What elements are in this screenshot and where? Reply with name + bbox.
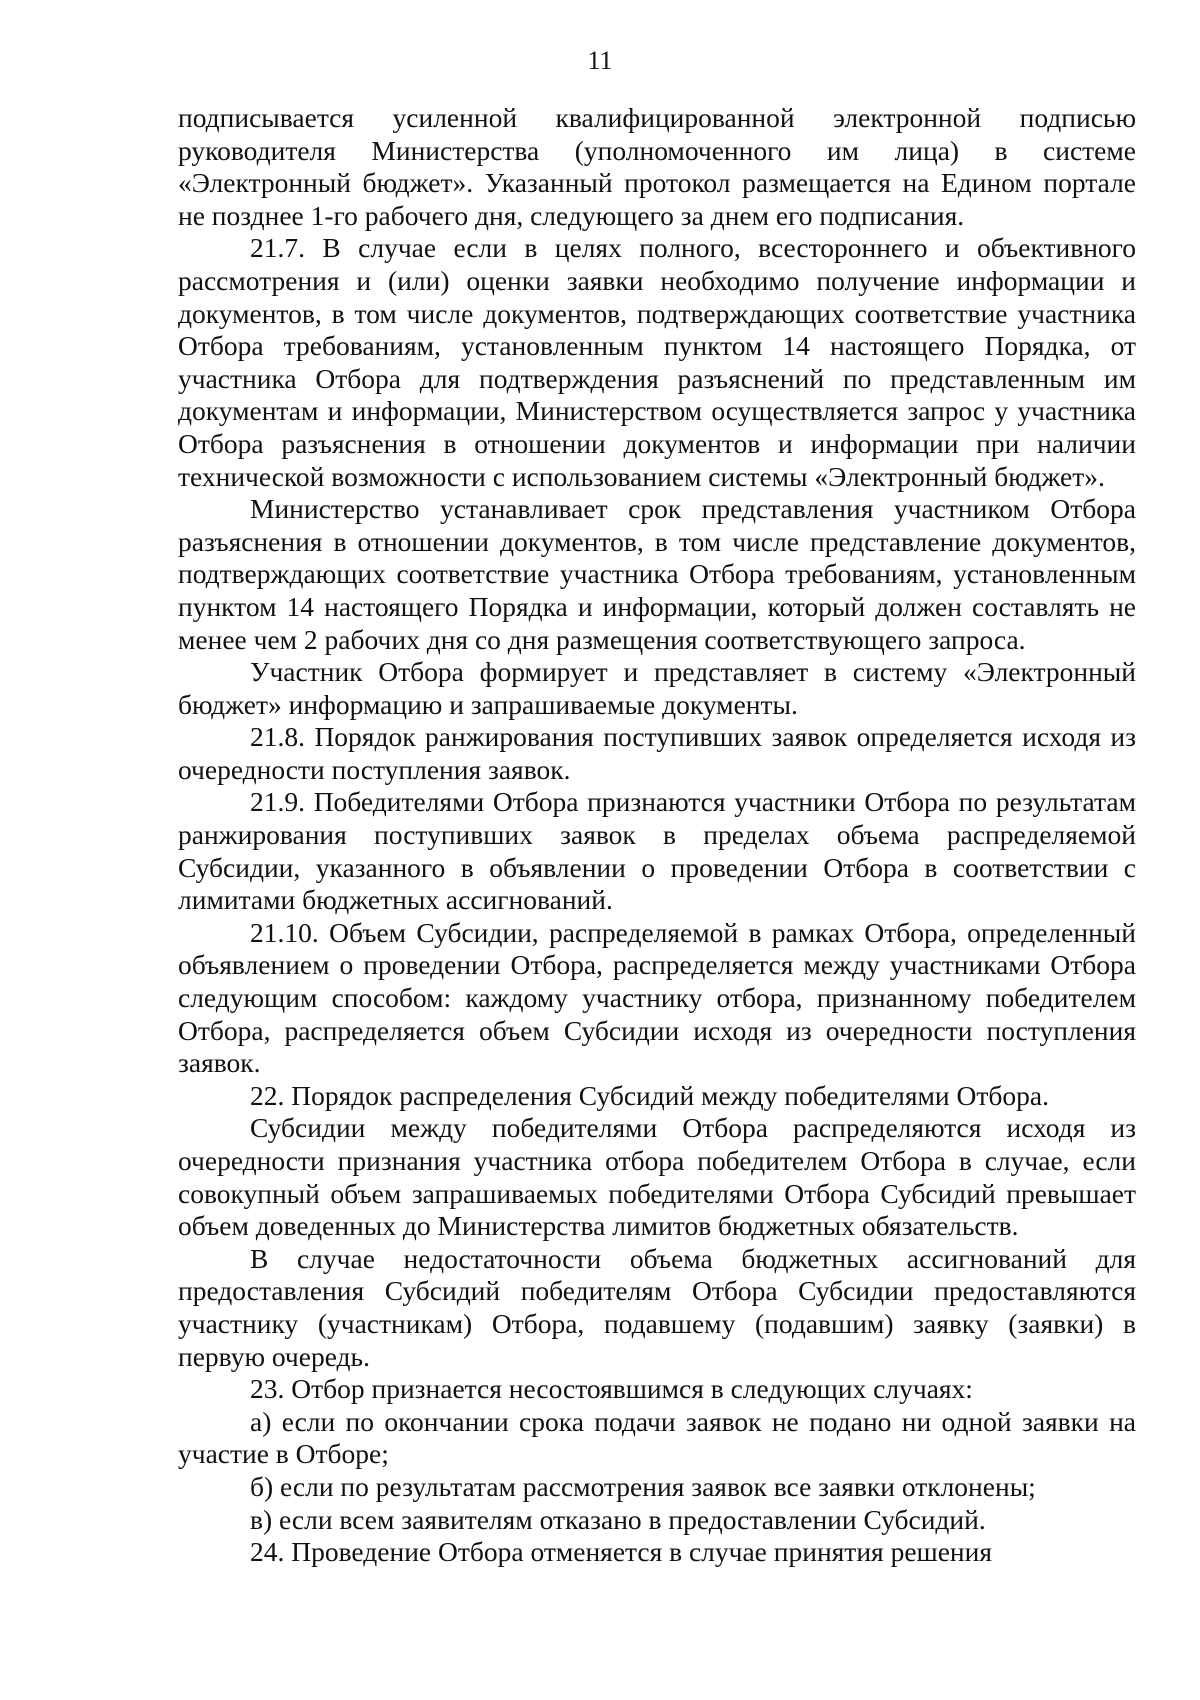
- paragraph-21-7: 21.7. В случае если в целях полного, всестороннего и объективного рассмотрения и (или) оценки заявки необходимо получение информации и документов, в том числе документов, подтверждающих соответствие участника Отбора требованиям, установленным пунктом 14 настоящего Порядка, от участника Отбора для подтверждения разъяснений по представленным им документам и информации, Министерством осуществляется запрос у участника Отбора разъяснения в отношении документов и информации при наличии технической возможности с использованием системы «Электронный бюджет».: [178, 232, 1136, 492]
- paragraph-23-a: а) если по окончании срока подачи заявок не подано ни одной заявки на участие в Отборе;: [178, 1405, 1136, 1470]
- paragraph-21-10: 21.10. Объем Субсидии, распределяемой в рамках Отбора, определенный объявлением о проведении Отбора, распределяется между участниками Отбора следующим способом: каждому участнику отбора, признанному победителем Отбора, распределяется объем Субсидии исходя из очередности поступления заявок.: [178, 916, 1136, 1079]
- paragraph-21-8: 21.8. Порядок ранжирования поступивших заявок определяется исходя из очередности поступления заявок.: [178, 721, 1136, 785]
- paragraph-insufficiency: В случае недостаточности объема бюджетных ассигнований для предоставления Субсидий победителям Отбора Субсидии предоставляются участнику (участникам) Отбора, подавшему (подавшим) заявку (заявки) в первую очередь.: [178, 1242, 1136, 1372]
- document-body: [178, 102, 1136, 1569]
- paragraph-22: 22. Порядок распределения Субсидий между победителями Отбора.: [250, 1079, 1049, 1111]
- page-number: 11: [587, 46, 613, 75]
- paragraph-distribution: Субсидии между победителями Отбора распределяются исходя из очередности признания участника отбора победителем Отбора в случае, если совокупный объем запрашиваемых победителями Отбора Субсидий превышает объем доведенных до Министерства лимитов бюджетных обязательств.: [178, 1112, 1136, 1242]
- paragraph-23-v: в) если всем заявителям отказано в предоставлении Субсидий.: [250, 1503, 986, 1535]
- paragraph-participant-submits: Участник Отбора формирует и представляет в систему «Электронный бюджет» информацию и запрашиваемые документы.: [178, 656, 1136, 720]
- paragraph-24: 24. Проведение Отбора отменяется в случае принятия решения: [250, 1536, 992, 1568]
- paragraph-deadline: Министерство устанавливает срок представления участником Отбора разъяснения в отношении документов, в том числе представление документов, подтверждающих соответствие участника Отбора требованиям, установленным пунктом 14 настоящего Порядка и информации, который должен составлять не менее чем 2 рабочих дня со дня размещения соответствующего запроса.: [178, 493, 1136, 655]
- paragraph-continuation: подписывается усиленной квалифицированной электронной подписью руководителя Министерства (уполномоченного им лица) в системе «Электронный бюджет». Указанный протокол размещается на Едином портале не позднее 1-го рабочего дня, следующего за днем его подписания.: [178, 102, 1136, 231]
- paragraph-23-b: б) если по результатам рассмотрения заявок все заявки отклонены;: [250, 1470, 1036, 1502]
- paragraph-23: 23. Отбор признается несостоявшимся в следующих случаях:: [250, 1373, 973, 1405]
- paragraph-21-9: 21.9. Победителями Отбора признаются участники Отбора по результатам ранжирования поступивших заявок в пределах объема распределяемой Субсидии, указанного в объявлении о проведении Отбора в соответствии с лимитами бюджетных ассигнований.: [178, 786, 1136, 916]
